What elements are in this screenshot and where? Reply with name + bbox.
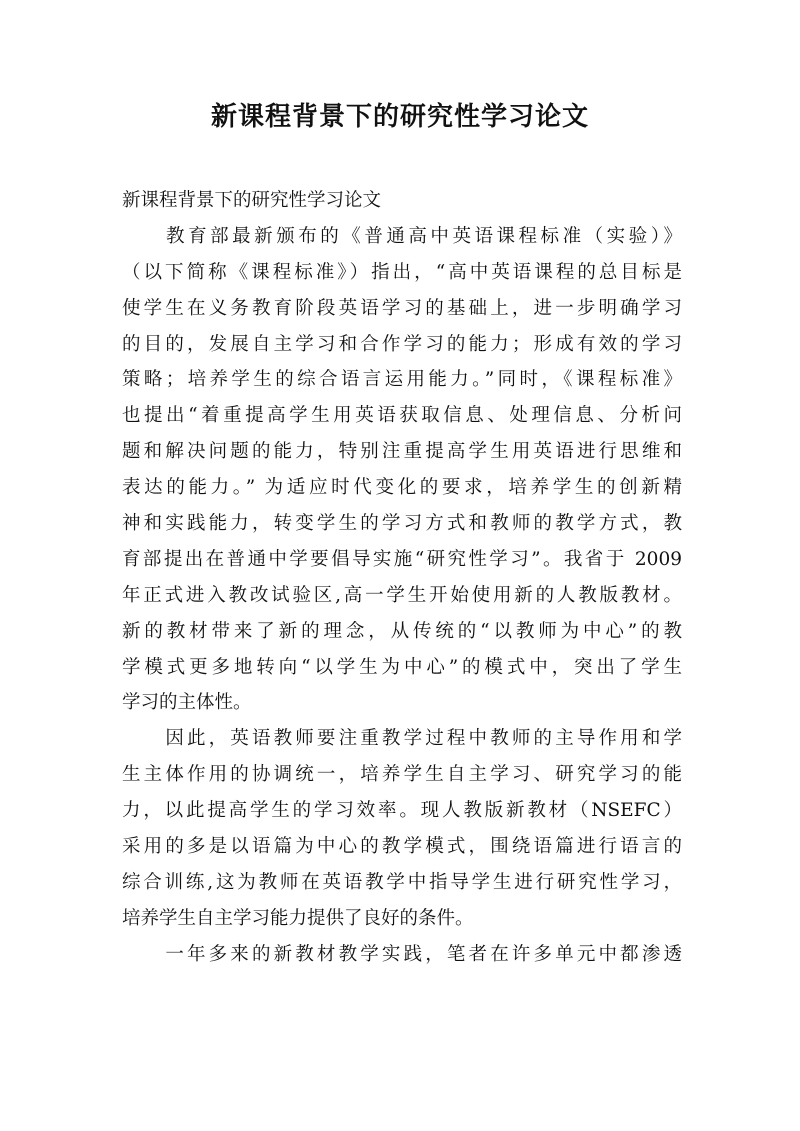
body-line: 因此，英语教师要注重教学过程中教师的主导作用和学 xyxy=(122,728,682,750)
body-line: 表达的能力。” 为适应时代变化的要求，培养学生的创新精 xyxy=(122,477,682,499)
body-line: 生主体作用的协调统一，培养学生自主学习、研究学习的能 xyxy=(122,764,682,786)
body-line: 培养学生自主学习能力提供了良好的条件。 xyxy=(122,907,474,929)
body-line: 题和解决问题的能力，特别注重提高学生用英语进行思维和 xyxy=(122,441,682,463)
body-line: 神和实践能力，转变学生的学习方式和教师的教学方式，教 xyxy=(122,513,682,535)
body-line: 的目的，发展自主学习和合作学习的能力；形成有效的学习 xyxy=(122,333,682,355)
body-line: 年正式进入教改试验区,高一学生开始使用新的人教版教材。 xyxy=(122,584,682,606)
body-line: 一年多来的新教材教学实践，笔者在许多单元中都渗透 xyxy=(122,943,682,965)
body-line: 学习的主体性。 xyxy=(122,692,252,714)
document-body xyxy=(122,183,682,973)
body-line: 综合训练,这为教师在英语教学中指导学生进行研究性学习， xyxy=(122,871,682,893)
document-title: 新课程背景下的研究性学习论文 xyxy=(210,102,589,132)
body-line: 策略；培养学生的综合语言运用能力。”同时，《课程标准》 xyxy=(122,369,682,391)
body-line: （以下简称《课程标准》）指出，“高中英语课程的总目标是 xyxy=(122,261,682,283)
body-line: 新的教材带来了新的理念，从传统的“以教师为中心”的教 xyxy=(122,620,682,642)
body-line: 学模式更多地转向“以学生为中心”的模式中，突出了学生 xyxy=(122,656,682,678)
body-line: 使学生在义务教育阶段英语学习的基础上，进一步明确学习 xyxy=(122,297,682,319)
body-line: 采用的多是以语篇为中心的教学模式，围绕语篇进行语言的 xyxy=(122,836,682,858)
body-subtitle-line: 新课程背景下的研究性学习论文 xyxy=(122,190,382,211)
body-line: 教育部最新颁布的《普通高中英语课程标准（实验）》 xyxy=(122,225,682,247)
body-line: 也提出“着重提高学生用英语获取信息、处理信息、分析问 xyxy=(122,405,682,427)
body-line: 育部提出在普通中学要倡导实施“研究性学习”。我省于 2009 xyxy=(122,548,682,570)
body-line: 力，以此提高学生的学习效率。现人教版新教材（NSEFC） xyxy=(122,800,682,822)
